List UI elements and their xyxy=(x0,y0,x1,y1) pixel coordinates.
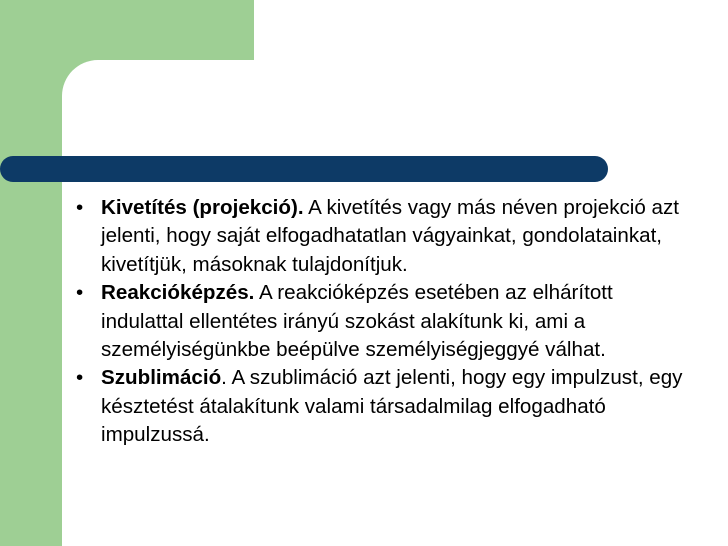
term-sublimation: Szublimáció xyxy=(101,366,222,390)
bullet-item-projection xyxy=(76,194,686,279)
bullet-item-reaction-formation xyxy=(76,279,686,364)
bullet-icon: • xyxy=(76,366,84,390)
term-reaction-formation: Reakcióképzés. xyxy=(101,281,255,305)
definition-sublimation: . A szublimáció azt jelenti, hogy egy impulzust, egy késztetést átalakítunk valami társadalmilag elfogadható impulzussá. xyxy=(101,366,683,447)
definition-projection: A kivetítés vagy más néven projekció azt jelenti, hogy saját elfogadhatatlan vágyainkat, gondolatainkat, kivetítjük, másoknak tulajdonítjuk. xyxy=(101,196,680,276)
bullet-item-sublimation xyxy=(76,364,686,449)
title-divider-bar xyxy=(0,156,608,182)
definition-reaction-formation: A reakcióképzés esetében az elhárított indulattal ellentétes irányú szokást alakítunk ki, ami a személyiségünkbe beépülve személyiségjeggyé válhat. xyxy=(101,281,613,362)
bullet-list xyxy=(76,194,686,450)
bullet-icon: • xyxy=(76,196,84,219)
term-projection: Kivetítés (projekció). xyxy=(101,196,304,219)
bullet-icon: • xyxy=(76,281,84,305)
slide-body xyxy=(76,194,686,450)
